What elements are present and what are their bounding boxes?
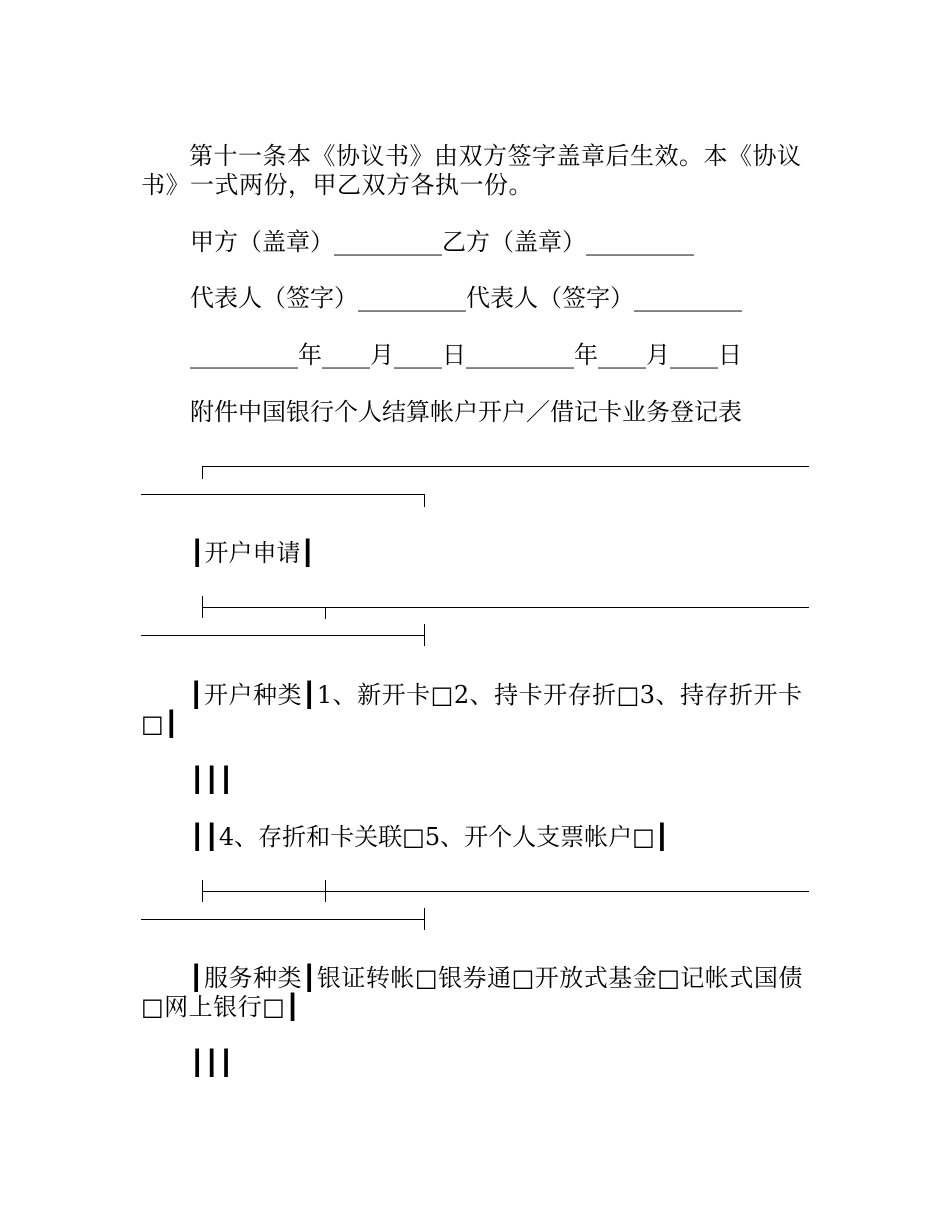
- row-empty: ┃┃┃: [190, 766, 234, 794]
- attachment-title: 附件中国银行个人结算帐户开户／借记卡业务登记表: [190, 398, 742, 426]
- representative-signature-line: 代表人（签字）_________代表人（签字）_________: [190, 284, 742, 312]
- article-11-paragraph: 第十一条本《协议书》由双方签字盖章后生效。本《协议书》一式两份，甲乙双方各执一份。: [141, 142, 802, 199]
- row-open-type: ┃开户种类┃1、新开卡□2、持卡开存折□3、持存折开卡□┃: [141, 681, 803, 738]
- row-service-type: ┃服务种类┃银证转帐□银券通□开放式基金□记帐式国债□网上银行□┃: [141, 964, 803, 1021]
- row-empty: ┃┃┃: [190, 1049, 234, 1077]
- row-open-type-continued: ┃┃4、存折和卡关联□5、开个人支票帐户□┃: [190, 823, 670, 851]
- date-line: _________年____月____日_________年____月____日: [190, 341, 742, 369]
- section-header-open-account: ┃开户申请┃: [190, 539, 315, 567]
- party-seal-line: 甲方（盖章）_________乙方（盖章）_________: [190, 228, 694, 256]
